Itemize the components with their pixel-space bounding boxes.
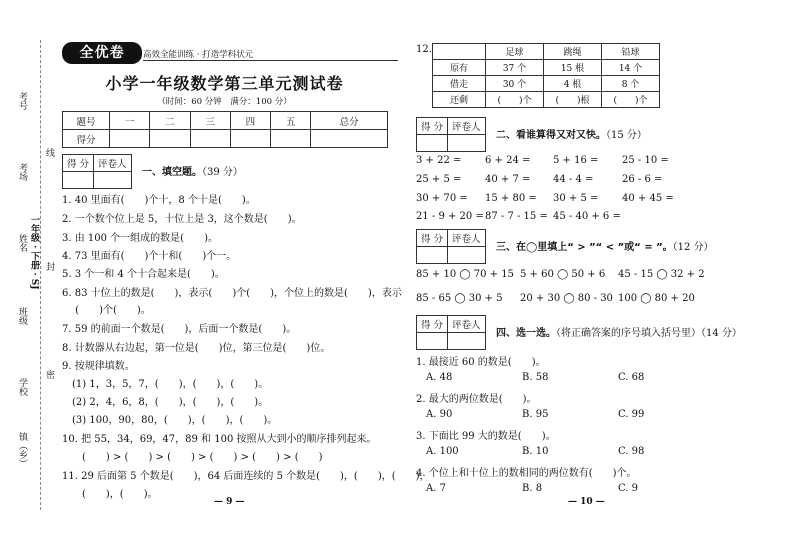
grader-score-label: 得 分 — [417, 316, 448, 333]
grader-score-label: 得 分 — [417, 118, 448, 135]
edition-label: 一年级 · 下册 · SJ — [29, 215, 39, 290]
exam-room-label: 考场 — [17, 163, 27, 181]
mc-option[interactable]: A. 7 — [426, 483, 446, 494]
town-label: 镇（乡） — [17, 432, 27, 468]
question-9-3: (3) 100，90，80，( )，( )，( )。 — [62, 415, 278, 426]
section-1-heading: 一、填空题。 — [142, 167, 202, 178]
score-header-cell: 五 — [271, 112, 311, 130]
grader-box-4 — [416, 315, 486, 350]
score-table-header-row — [63, 112, 388, 130]
mc-option[interactable]: A. 90 — [426, 409, 453, 420]
exam-number-label: 考号 — [17, 92, 27, 110]
section-2-heading: 二、看谁算得又对又快。 — [496, 130, 606, 141]
compare-item: 100 ◯ 80 + 20 — [618, 293, 695, 304]
q12-cell: 14 个 — [602, 60, 660, 76]
calc-item: 3 + 22 = — [416, 155, 462, 166]
question-12-table — [432, 43, 660, 108]
score-header-cell: 四 — [230, 112, 270, 130]
calc-item: 25 - 10 = — [622, 155, 669, 166]
grader-score-label: 得 分 — [63, 155, 94, 172]
score-cell[interactable] — [190, 130, 230, 148]
section-2-title — [496, 126, 647, 141]
score-cell[interactable] — [271, 130, 311, 148]
grader-reviewer-label: 评卷人 — [448, 230, 486, 247]
page-number-left: — 9 — — [214, 497, 245, 507]
mc-option[interactable]: B. 8 — [522, 483, 543, 494]
exam-subtitle: （时间：60 分钟 满分：100 分） — [157, 97, 292, 107]
binding-xian: 线 — [44, 148, 54, 157]
score-cell[interactable] — [150, 130, 190, 148]
q12-header-cell — [433, 44, 486, 60]
question-9: 9. 按规律填数。 — [62, 361, 135, 372]
q12-header-row — [433, 44, 660, 60]
section-4-heading: 四、选一选。 — [496, 328, 556, 339]
calc-item: 15 + 80 = — [485, 193, 537, 204]
question-1: 1. 40 里面有( )个十，8 个十是( )。 — [62, 195, 256, 206]
class-label: 班级 — [17, 307, 27, 325]
grader-box-1 — [62, 154, 132, 189]
score-header-cell: 三 — [190, 112, 230, 130]
calc-item: 26 - 6 = — [622, 174, 663, 185]
calc-item: 87 - 7 - 15 = — [485, 211, 548, 222]
grader-reviewer-cell[interactable] — [448, 333, 486, 350]
q12-answer-cell[interactable]: ( )根 — [544, 92, 602, 108]
mc-question-4: 4. 个位上和十位上的数相同的两位数有( )个。 — [416, 468, 637, 479]
calc-item: 25 + 5 = — [416, 174, 462, 185]
exam-title: 小学一年级数学第三单元测试卷 — [105, 74, 344, 93]
question-11-cont: ( )，( )。 — [62, 489, 158, 500]
grader-reviewer-label: 评卷人 — [94, 155, 132, 172]
grader-reviewer-cell[interactable] — [448, 135, 486, 152]
score-cell[interactable] — [110, 130, 150, 148]
binding-line — [40, 40, 41, 510]
q12-cell: 15 根 — [544, 60, 602, 76]
question-2: 2. 一个数个位上是 5，十位上是 3，这个数是( )。 — [62, 214, 302, 225]
section-2-points: （15 分） — [606, 130, 647, 141]
mc-question-1: 1. 最接近 60 的数是( )。 — [416, 357, 546, 368]
grader-score-cell[interactable] — [417, 333, 448, 350]
question-10: 10. 把 55，34，69，47，89 和 100 按照从大到小的顺序排列起来。 — [62, 434, 377, 445]
mc-question-2: 2. 最大的两位数是( )。 — [416, 394, 537, 405]
question-12-label: 12. — [416, 44, 432, 55]
question-6-cont: ( )个( )。 — [62, 305, 151, 316]
calc-item: 30 + 5 = — [553, 193, 599, 204]
page-number-right: — 10 — — [568, 497, 605, 507]
name-label: 姓名 — [17, 234, 27, 252]
section-4-points: （将正确答案的序号填入括号里）（14 分） — [556, 328, 742, 339]
compare-item: 85 + 10 ◯ 70 + 15 — [416, 269, 514, 280]
score-cell[interactable] — [230, 130, 270, 148]
q12-row — [433, 92, 660, 108]
q12-answer-cell[interactable]: ( )个 — [486, 92, 544, 108]
mc-question-3: 3. 下面比 99 大的数是( )。 — [416, 431, 556, 442]
grader-reviewer-label: 评卷人 — [448, 316, 486, 333]
q12-cell: 还剩 — [433, 92, 486, 108]
mc-option[interactable]: A. 100 — [426, 446, 459, 457]
slogan-underline — [143, 60, 398, 61]
grader-reviewer-label: 评卷人 — [448, 118, 486, 135]
compare-item: 20 + 30 ◯ 80 - 30 — [520, 293, 613, 304]
calc-item: 40 + 7 = — [485, 174, 531, 185]
calc-item: 6 + 24 = — [485, 155, 531, 166]
binding-mi: 密 — [44, 370, 54, 379]
section-3-points: （12 分） — [672, 242, 714, 253]
calc-item: 40 + 45 = — [622, 193, 674, 204]
brand-logo: 全优卷 — [62, 42, 142, 64]
question-7: 7. 59 的前面一个数是( )，后面一个数是( )。 — [62, 324, 297, 335]
mc-option[interactable]: C. 68 — [618, 372, 645, 383]
question-4: 4. 73 里面有( )个十和( )个一。 — [62, 251, 237, 262]
grader-box-3 — [416, 229, 486, 264]
section-1-points: （39 分） — [202, 167, 243, 178]
q12-cell: 原有 — [433, 60, 486, 76]
mc-option[interactable]: B. 58 — [522, 372, 549, 383]
question-9-1: (1) 1，3，5，7，( )，( )，( )。 — [62, 379, 269, 390]
section-3-title — [496, 238, 714, 253]
section-4-title — [496, 324, 742, 339]
school-label: 学校 — [17, 378, 27, 396]
question-3: 3. 由 100 个一组成的数是( )。 — [62, 233, 218, 244]
q12-answer-cell[interactable]: ( )个 — [602, 92, 660, 108]
score-cell[interactable] — [311, 130, 388, 148]
q12-cell: 借走 — [433, 76, 486, 92]
q12-cell: 4 根 — [544, 76, 602, 92]
question-6: 6. 83 十位上的数是( )，表示( )个( )，个位上的数是( )，表示 — [62, 288, 402, 299]
compare-item: 85 - 65 ◯ 30 + 5 — [416, 293, 503, 304]
q12-row — [433, 76, 660, 92]
calc-item: 21 - 9 + 20 = — [416, 211, 484, 222]
grader-score-label: 得 分 — [417, 230, 448, 247]
mc-option[interactable]: C. 9 — [618, 483, 639, 494]
question-10-answer: ( ) > ( ) > ( ) > ( ) > ( ) > ( ) — [62, 452, 323, 463]
grader-reviewer-cell[interactable] — [94, 172, 132, 189]
score-header-cell: 题号 — [63, 112, 110, 130]
grader-reviewer-cell[interactable] — [448, 247, 486, 264]
q12-header-cell: 足球 — [486, 44, 544, 60]
calc-item: 5 + 16 = — [553, 155, 599, 166]
mc-option[interactable]: A. 48 — [426, 372, 453, 383]
binding-feng: 封 — [44, 262, 54, 271]
score-table-score-row — [63, 130, 388, 148]
score-table — [62, 111, 388, 148]
grader-box-2 — [416, 117, 486, 152]
score-row-label: 得分 — [63, 130, 110, 148]
mc-option[interactable]: C. 98 — [618, 446, 645, 457]
question-5: 5. 3 个一和 4 个十合起来是( )。 — [62, 269, 225, 280]
score-header-cell: 总分 — [311, 112, 388, 130]
compare-item: 5 + 60 ◯ 50 + 6 — [520, 269, 606, 280]
score-header-cell: 二 — [150, 112, 190, 130]
q12-header-cell: 铅球 — [602, 44, 660, 60]
q12-row — [433, 60, 660, 76]
q12-cell: 30 个 — [486, 76, 544, 92]
section-3-heading: 三、在◯里填上“ > ”“ < ”或“ = ”。 — [496, 242, 673, 253]
question-9-2: (2) 2，4，6，8，( )，( )，( )。 — [62, 397, 269, 408]
calc-item: 44 - 4 = — [553, 174, 594, 185]
calc-item: 45 - 40 + 6 = — [553, 211, 621, 222]
slogan: 高效全能训练 · 打造学科状元 — [143, 50, 254, 60]
grader-score-cell[interactable] — [63, 172, 94, 189]
calc-item: 30 + 70 = — [416, 193, 468, 204]
mc-option[interactable]: B. 95 — [522, 409, 549, 420]
q12-header-cell: 跳绳 — [544, 44, 602, 60]
question-8: 8. 计数器从右边起，第一位是( )位，第三位是( )位。 — [62, 343, 331, 354]
grader-score-cell[interactable] — [417, 135, 448, 152]
mc-option[interactable]: B. 10 — [522, 446, 549, 457]
score-header-cell: 一 — [110, 112, 150, 130]
section-1-title — [142, 163, 243, 178]
q12-cell: 37 个 — [486, 60, 544, 76]
compare-item: 45 - 15 ◯ 32 + 2 — [618, 269, 705, 280]
mc-option[interactable]: C. 99 — [618, 409, 645, 420]
question-11: 11. 29 后面第 5 个数是( )，64 后面连续的 5 个数是( )，( )，( )， — [62, 471, 430, 482]
grader-score-cell[interactable] — [417, 247, 448, 264]
q12-cell: 8 个 — [602, 76, 660, 92]
